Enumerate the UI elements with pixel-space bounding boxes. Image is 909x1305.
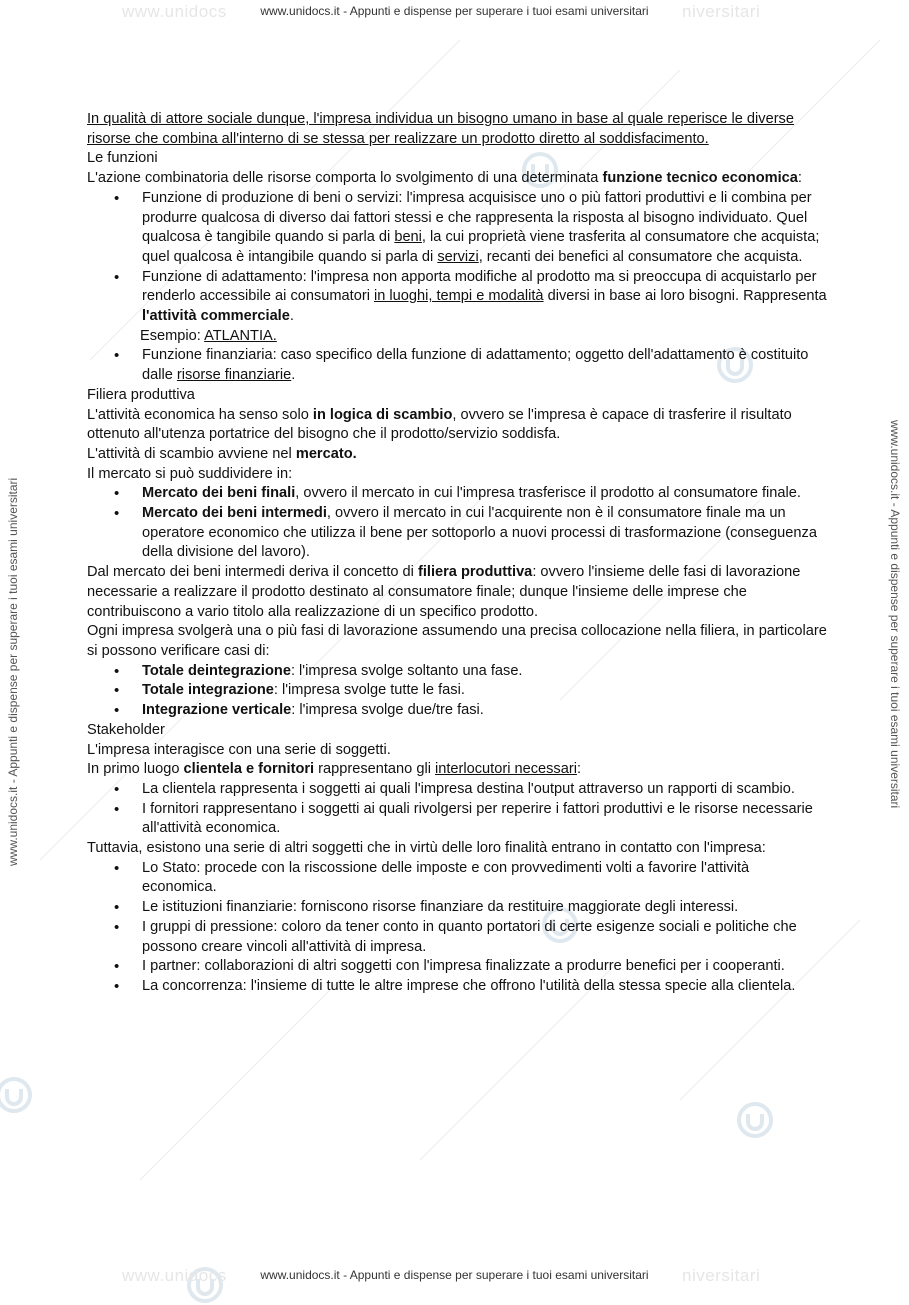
watermark-header: www.unidocs.it - Appunti e dispense per superare i tuoi esami universitari <box>260 4 649 18</box>
watermark-footer: www.unidocs.it - Appunti e dispense per superare i tuoi esami universitari <box>260 1268 649 1282</box>
list-item: • La concorrenza: l'insieme di tutte le altre imprese che offrono l'utilità della stessa specie alla clientela. <box>142 977 827 997</box>
list-item: • I fornitori rappresentano i soggetti ai quali rivolgersi per reperire i fattori produttivi e le risorse necessarie all'attività economica. <box>142 800 827 839</box>
bullet-list-funzioni-2 <box>87 346 827 385</box>
intro-paragraph: In qualità di attore sociale dunque, l'impresa individua un bisogno umano in base al quale reperisce le diverse risorse che combina all'interno di se stessa per realizzare un prodotto diretto al soddisfacimento. <box>87 111 794 147</box>
watermark-side-left: www.unidocs.it - Appunti e dispense per superare i tuoi esami universitari <box>6 477 20 866</box>
paragraph: In primo luogo clientela e fornitori rappresentano gli interlocutori necessari: <box>87 761 582 778</box>
section-heading-filiera: Filiera produttiva <box>87 386 195 403</box>
paragraph: Tuttavia, esistono una serie di altri soggetti che in virtù delle loro finalità entrano in contatto con l'impresa: <box>87 840 766 857</box>
bullet-list-funzioni <box>87 189 827 327</box>
list-item: • Totale integrazione: l'impresa svolge tutte le fasi. <box>142 681 827 701</box>
list-item: • Integrazione verticale: l'impresa svolge due/tre fasi. <box>142 701 827 721</box>
paragraph: L'impresa interagisce con una serie di soggetti. <box>87 741 391 758</box>
list-item: • Funzione di adattamento: l'impresa non apporta modifiche al prodotto ma si preoccupa di acquistarlo per renderlo accessibile ai consumatori in luoghi, tempi e modalità diversi in base ai loro bisogni. Rappresenta l'attività commerciale. <box>142 268 827 327</box>
section-heading-stakeholder: Stakeholder <box>87 721 165 738</box>
example-line: Esempio: ATLANTIA. <box>140 327 277 344</box>
bullet-list-mercato <box>87 484 827 563</box>
unidocs-logo-icon <box>735 1100 775 1140</box>
list-item: • I partner: collaborazioni di altri soggetti con l'impresa finalizzate a produrre benefici per i cooperanti. <box>142 957 827 977</box>
bullet-list-integrazione <box>87 662 827 721</box>
list-item: • Mercato dei beni intermedi, ovvero il mercato in cui l'acquirente non è il consumatore finale ma un operatore economico che utilizza il bene per sottoporlo a nuovi processi di trasformazione (conseguenza della divisione del lavoro). <box>142 504 827 563</box>
paragraph: L'azione combinatoria delle risorse comporta lo svolgimento di una determinata funzione tecnico economica: <box>87 170 802 187</box>
list-item: • Lo Stato: procede con la riscossione delle imposte e con provvedimenti volti a favorire l'attività economica. <box>142 859 827 898</box>
watermark-side-right: www.unidocs.it - Appunti e dispense per superare i tuoi esami universitari <box>888 420 902 809</box>
list-item: • I gruppi di pressione: coloro da tener conto in quanto portatori di certe esigenze sociali e politiche che possono creare vincoli all'attività di impresa. <box>142 918 827 957</box>
list-item: • Funzione di produzione di beni o servizi: l'impresa acquisisce uno o più fattori produttivi e li combina per produrre qualcosa di diverso dai fattori stessi e che rappresenta la risposta al bisogno individuato. Quel qualcosa è tangibile quando si parla di beni, la cui proprietà viene trasferita al consumatore che acquista; quel qualcosa è intangibile quando si parla di servizi, recanti dei benefici al consumatore che acquista. <box>142 189 827 268</box>
paragraph: Ogni impresa svolgerà una o più fasi di lavorazione assumendo una precisa collocazione nella filiera, in particolare si possono verificare casi di: <box>87 623 827 659</box>
bullet-list-soggetti <box>87 859 827 997</box>
section-heading-funzioni: Le funzioni <box>87 150 158 167</box>
paragraph: L'attività di scambio avviene nel mercato. <box>87 445 357 462</box>
list-item: • Totale deintegrazione: l'impresa svolge soltanto una fase. <box>142 662 827 682</box>
list-item: • Mercato dei beni finali, ovvero il mercato in cui l'impresa trasferisce il prodotto al consumatore finale. <box>142 484 827 504</box>
watermark-faint-right: niversitari <box>682 2 761 21</box>
watermark-faint-right: niversitari <box>682 1266 761 1285</box>
watermark-faint-left: www.unidocs <box>122 2 227 21</box>
list-item: • Le istituzioni finanziarie: forniscono risorse finanziare da restituire maggiorate degli interessi. <box>142 898 827 918</box>
paragraph: Dal mercato dei beni intermedi deriva il concetto di filiera produttiva: ovvero l'insieme delle fasi di lavorazione necessarie a realizzare il prodotto destinato al consumatore finale; dunque l'insieme delle imprese che contribuiscono a vario titolo alla realizzazione di un specifico prodotto. <box>87 564 801 620</box>
list-item: • Funzione finanziaria: caso specifico della funzione di adattamento; oggetto dell'adattamento è costituito dalle risorse finanziarie. <box>142 346 827 385</box>
list-item: • La clientela rappresenta i soggetti ai quali l'impresa destina l'output attraverso un rapporti di scambio. <box>142 780 827 800</box>
unidocs-logo-icon <box>0 1075 34 1115</box>
paragraph: L'attività economica ha senso solo in logica di scambio, ovvero se l'impresa è capace di trasferire il risultato ottenuto all'utenza portatrice del bisogno che il prodotto/servizio soddisfa. <box>87 406 792 443</box>
paragraph: Il mercato si può suddividere in: <box>87 465 293 482</box>
document-body <box>87 110 827 997</box>
watermark-faint-left: www.unidocs <box>122 1266 227 1285</box>
bullet-list-interlocutori <box>87 780 827 839</box>
